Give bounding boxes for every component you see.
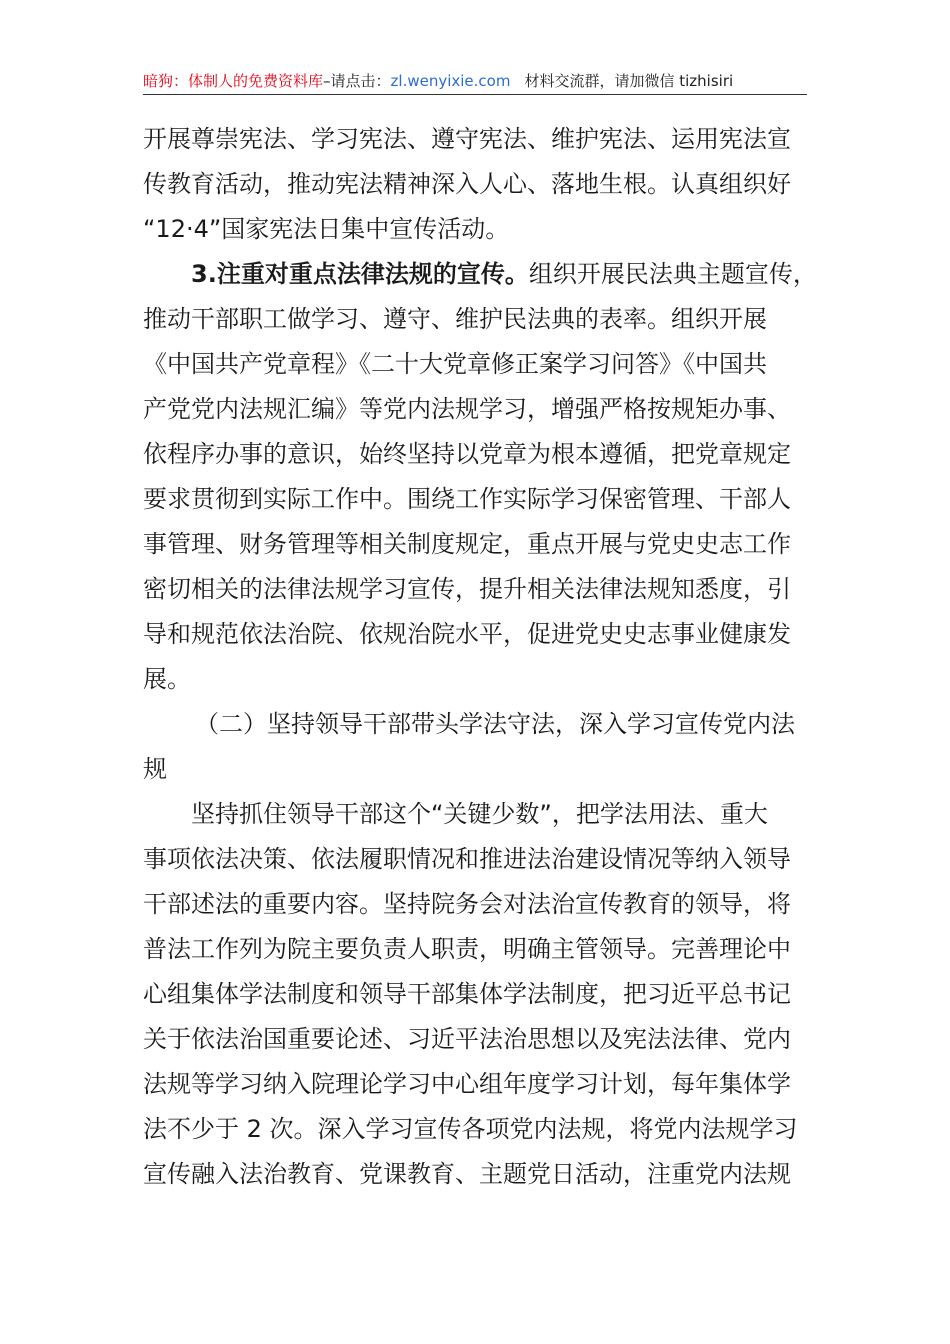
header-brand: 暗狗：体制人的免费资料库	[143, 72, 324, 90]
header-cta: –请点击：	[323, 72, 391, 90]
text-line: 开展尊崇宪法、学习宪法、遵守宪法、维护宪法、运用宪法宣	[143, 125, 791, 153]
text-line: 事管理、财务管理等相关制度规定，重点开展与党史史志工作	[143, 530, 791, 558]
section-heading	[143, 702, 811, 792]
paragraph-leaders	[143, 792, 811, 1197]
text-line: 事项依法决策、依法履职情况和推进法治建设情况等纳入领导	[143, 845, 791, 873]
text-line: 要求贯彻到实际工作中。围绕工作实际学习保密管理、干部人	[143, 485, 791, 513]
text-line: 传教育活动，推动宪法精神深入人心、落地生根。认真组织好	[143, 170, 791, 198]
text-line: 普法工作列为院主要负责人职责，明确主管领导。完善理论中	[143, 935, 791, 963]
text-line: 展。	[143, 665, 191, 693]
text-line: 坚持抓住领导干部这个“关键少数”，把学法用法、重大	[191, 800, 768, 828]
text-line: 干部述法的重要内容。坚持院务会对法治宣传教育的领导，将	[143, 890, 791, 918]
document-body	[143, 117, 817, 1197]
text-line: 密切相关的法律法规学习宣传，提升相关法律法规知悉度，引	[143, 575, 791, 603]
text-line: 导和规范依法治院、依规治院水平，促进党史史志事业健康发	[143, 620, 791, 648]
paragraph-heading: 3.注重对重点法律法规的宣传。	[191, 260, 529, 288]
paragraph-constitution	[143, 117, 811, 252]
text-line	[143, 252, 817, 297]
text-line: “12·4”国家宪法日集中宣传活动。	[143, 215, 510, 243]
page-header	[143, 70, 807, 95]
text-line: 宣传融入法治教育、党课教育、主题党日活动，注重党内法规	[143, 1160, 791, 1188]
text-line: 推动干部职工做学习、遵守、维护民法典的表率。组织开展	[143, 305, 767, 333]
text-line: （二）坚持领导干部带头学法守法，深入学习宣传党内法	[195, 710, 795, 738]
header-link[interactable]: zl.wenyixie.com	[390, 72, 511, 90]
header-wechat: 材料交流群，请加微信 tizhisiri	[524, 72, 734, 90]
text-line: 心组集体学法制度和领导干部集体学法制度，把习近平总书记	[143, 980, 791, 1008]
text-line: 法不少于 2 次。深入学习宣传各项党内法规，将党内法规学习	[143, 1115, 798, 1143]
text-line: 依程序办事的意识，始终坚持以党章为根本遵循，把党章规定	[143, 440, 791, 468]
text-line: 关于依法治国重要论述、习近平法治思想以及宪法法律、党内	[143, 1025, 791, 1053]
paragraph-heading-rest: 组织开展民法典主题宣传，	[528, 260, 817, 288]
paragraph-key-laws	[143, 252, 817, 702]
text-line: 产党党内法规汇编》等党内法规学习，增强严格按规矩办事、	[143, 395, 791, 423]
text-line: 法规等学习纳入院理论学习中心组年度学习计划，每年集体学	[143, 1070, 791, 1098]
text-line: 规	[143, 755, 167, 783]
text-line: 《中国共产党章程》《二十大党章修正案学习问答》《中国共	[143, 350, 767, 378]
